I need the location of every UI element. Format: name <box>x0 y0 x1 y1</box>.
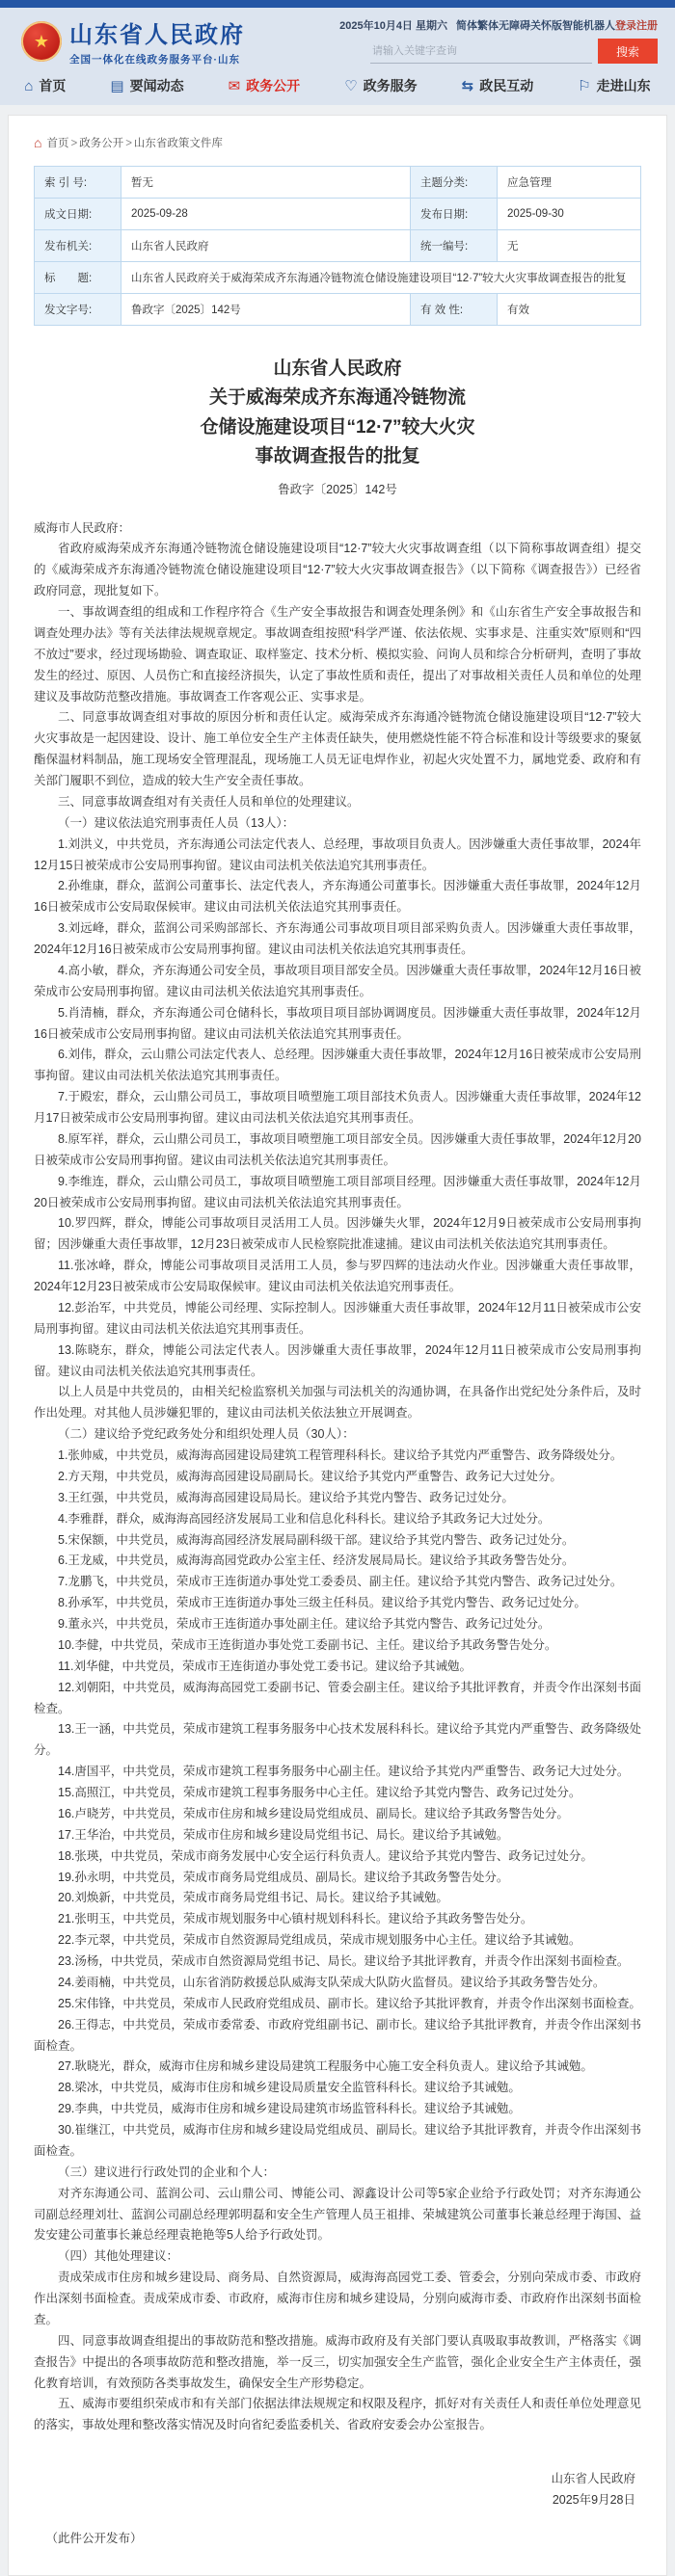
paragraph: 一、事故调查组的组成和工作程序符合《生产安全事故报告和调查处理条例》和《山东省生产安全事故报告和调查处理办法》等有关法律法规规章规定。事故调查组按照“科学严谨、依法依规、实事求是、注重实效”原则和“四不放过”要求，经过现场勘验、调查取证、取样鉴定、技术分析、模拟实验、问询人员和综合分析研判，查明了事故发生的经过、原因、人员伤亡和直接经济损失，认定了事故性质和责任，提出了对事故相关责任人员和单位的处理建议及事故防范整改措施。事故调查工作客观公正、实事求是。 <box>34 605 641 704</box>
quick-link[interactable]: 繁体 <box>477 20 499 32</box>
paragraph: 30.崔继江，中共党员，威海市住房和城乡建设局党组成员、副局长。建议给予其批评教育，并责令作出深刻书面检查。 <box>34 2123 641 2158</box>
meta-value-topic: 应急管理 <box>498 167 641 199</box>
paragraph: 10.罗四辉，群众，博能公司事故项目灵活用工人员。因涉嫌失火罪，2024年12月9日被荣成市公安局刑事拘留；因涉嫌重大责任事故罪，12月23日被荣成市人民检察院批准逮捕。建议由司法机关依法追究其刑事责任。 <box>34 1216 641 1252</box>
publish-note: （此件公开发布） <box>45 2531 143 2545</box>
nav-item[interactable] <box>344 76 417 95</box>
paragraph: 27.耿晓光，群众，威海市住房和城乡建设局建筑工程服务中心施工安全科负责人。建议给予其诫勉。 <box>58 2059 593 2074</box>
site-brand <box>21 15 245 66</box>
paragraph: 以上人员是中共党员的，由相关纪检监察机关加强与司法机关的沟通协调，在具备作出党纪处分条件后，及时作出处理。对其他人员涉嫌犯罪的，建议由司法机关依法独立开展调查。 <box>34 1385 641 1421</box>
paragraph: 8.孙承军，中共党员，荣成市王连街道办事处三级主任科员。建议给予其党内警告、政务记过处分。 <box>58 1596 586 1610</box>
nav-item-label: 首页 <box>39 78 67 93</box>
news-icon: ▤ <box>110 77 124 94</box>
paragraph: （二）建议给予党纪政务处分和组织处理人员（30人）： <box>58 1427 355 1442</box>
location-pin-icon: ⚐ <box>578 77 591 94</box>
paragraph: 3.王红强，中共党员，威海海高园建设局局长。建议给予其党内警告、政务记过处分。 <box>58 1490 514 1504</box>
nav-item[interactable] <box>24 76 66 95</box>
meta-value-doc-number: 鲁政字〔2025〕142号 <box>122 294 411 326</box>
paragraph: 17.王华治，中共党员，荣成市住房和城乡建设局党组书记、局长。建议给予其诫勉。 <box>58 1827 509 1842</box>
nav-item-label: 政务公开 <box>246 78 301 93</box>
paragraph: 5.宋保额，中共党员，威海海高园经济发展局副科级干部。建议给予其党内警告、政务记过处分。 <box>58 1532 575 1547</box>
search-button[interactable]: 搜索 <box>598 39 658 64</box>
signature-block <box>34 2469 641 2511</box>
emblem-star-icon: ★ <box>33 31 50 51</box>
meta-value-index: 暂无 <box>122 167 411 199</box>
paragraph: 14.唐国平，中共党员，荣成市建筑工程事务服务中心副主任。建议给予其党内严重警告、政务记大过处分。 <box>58 1765 630 1779</box>
sign-date: 2025年9月28日 <box>552 2493 635 2508</box>
paragraph: 11.张冰峰，群众，博能公司事故项目灵活用工人员，参与罗四辉的违法动火作业。因涉嫌重大责任事故罪，2024年12月23日被荣成市公安局取保候审。建议由司法机关依法追究刑事责任。 <box>34 1259 641 1294</box>
salutation: 威海市人民政府： <box>34 520 131 535</box>
paragraph: 6.刘伟，群众，云山鼎公司法定代表人、总经理。因涉嫌重大责任事故罪，2024年12月16日被荣成市公安局刑事拘留。建议由司法机关依法追究其刑事责任。 <box>34 1048 641 1083</box>
paragraph: 4.李雅群，群众，威海海高园经济发展局工业和信息化科科长。建议给予其政务记大过处分。 <box>58 1511 551 1526</box>
paragraph: 3.刘远峰，群众，蓝润公司采购部部长、齐东海通公司事故项目项目部采购负责人。因涉嫌重大责任事故罪，2024年12月16日被荣成市公安局刑事拘留。建议由司法机关依法追究其刑事责任。 <box>34 921 641 957</box>
paragraph: 22.李元翠，中共党员，荣成市自然资源局党组成员，荣成市规划服务中心主任。建议给予其诫勉。 <box>58 1933 581 1948</box>
paragraph: 19.孙永明，中共党员，荣成市商务局党组成员、副局长。建议给予其政务警告处分。 <box>58 1870 509 1884</box>
paragraph: 4.高小敏，群众，齐东海通公司安全员，事故项目项目部安全员。因涉嫌重大责任事故罪，2024年12月16日被荣成市公安局刑事拘留。建议由司法机关依法追究其刑事责任。 <box>34 963 641 998</box>
nav-item[interactable] <box>462 76 534 95</box>
meta-value-agency: 山东省人民政府 <box>122 230 411 262</box>
paragraph: 1.张帅威，中共党员，威海海高园建设局建筑工程管理科科长。建议给予其党内严重警告、政务降级处分。 <box>58 1448 623 1463</box>
paragraph: （四）其他处理建议： <box>58 2249 179 2264</box>
paragraph: 13.陈晓东，群众，博能公司法定代表人。因涉嫌重大责任事故罪，2024年12月11日被荣成市公安局刑事拘留。建议由司法机关依法追究其刑事责任。 <box>34 1342 641 1378</box>
quick-link[interactable]: 无障碍 <box>499 20 530 32</box>
site-header <box>0 8 675 105</box>
paragraph: 5.肖清楠，群众，齐东海通公司仓储科长，事故项目项目部协调调度员。因涉嫌重大责任事故罪，2024年12月16日被荣成市公安局刑事拘留。建议由司法机关依法追究其刑事责任。 <box>34 1005 641 1041</box>
paragraph-list <box>34 539 641 2436</box>
paragraph: 9.李维连，群众，云山鼎公司员工，事故项目喷塑施工项目部项目经理。因涉嫌重大责任事故罪，2024年12月20日被荣成市公安局刑事拘留。建议由司法机关依法追究其刑事责任。 <box>34 1174 641 1209</box>
breadcrumb <box>34 129 641 166</box>
nav-item[interactable] <box>578 76 650 95</box>
meta-value-publish-date: 2025-09-30 <box>498 199 641 230</box>
envelope-icon: ✉ <box>228 77 241 94</box>
paragraph: 21.张明玉，中共党员，荣成市规划服务中心镇村规划科科长。建议给予其政务警告处分。 <box>58 1912 533 1926</box>
document-title-line: 仓储设施建设项目“12·7”较大火灾 <box>200 416 475 438</box>
content-card <box>8 115 667 2576</box>
home-icon: ⌂ <box>34 135 42 150</box>
breadcrumb-link[interactable]: 政务公开 <box>79 138 124 149</box>
nav-item-label: 政民互动 <box>479 78 534 93</box>
meta-label-written-date: 成文日期: <box>35 199 122 230</box>
date-text: 2025年10月4日 星期六 <box>339 20 447 32</box>
breadcrumb-separator: > <box>125 138 132 149</box>
meta-label-validity: 有 效 性: <box>411 294 498 326</box>
home-icon: ⌂ <box>24 77 34 94</box>
meta-value-unified-number: 无 <box>498 230 641 262</box>
paragraph: 23.汤杨，中共党员，荣成市自然资源局党组书记、局长。建议给予其批评教育，并责令作出深刻书面检查。 <box>58 1954 630 1969</box>
search-input[interactable] <box>370 39 592 64</box>
paragraph: （三）建议进行行政处罚的企业和个人： <box>58 2164 276 2179</box>
nav-item-label: 要闻动态 <box>129 78 184 93</box>
paragraph: 2.方天翔，中共党员，威海海高园建设局副局长。建议给予其党内严重警告、政务记大过处分。 <box>58 1469 562 1483</box>
nav-item[interactable] <box>229 76 301 95</box>
meta-value-written-date: 2025-09-28 <box>122 199 411 230</box>
paragraph: 8.原军祥，群众，云山鼎公司员工，事故项目喷塑施工项目部安全员。因涉嫌重大责任事故罪，2024年12月20日被荣成市公安局刑事拘留。建议由司法机关依法追究其刑事责任。 <box>34 1131 641 1167</box>
paragraph: 11.刘华健，中共党员，荣成市王连街道办事处党工委书记。建议给予其诫勉。 <box>58 1659 472 1673</box>
paragraph: 18.张瑛，中共党员，荣成市商务发展中心安全运行科负责人。建议给予其党内警告、政务记过处分。 <box>58 1848 593 1863</box>
search-bar <box>370 39 658 64</box>
national-emblem-icon <box>21 21 62 62</box>
paragraph: 责成荣成市住房和城乡建设局、商务局、自然资源局，威海海高园党工委、管委会，分别向荣成市委、市政府作出深刻书面检查。责成荣成市委、市政府，威海市住房和城乡建设局，分别向威海市委、市政府作出深刻书面检查。 <box>34 2271 641 2326</box>
meta-label-title: 标 题: <box>35 262 122 294</box>
meta-label-agency: 发布机关: <box>35 230 122 262</box>
meta-label-publish-date: 发布日期: <box>411 199 498 230</box>
top-accent-bar <box>0 0 675 8</box>
paragraph: 7.龙鹏飞，中共党员，荣成市王连街道办事处党工委委员、副主任。建议给予其党内警告、政务记过处分。 <box>58 1575 623 1589</box>
document-title-line: 关于威海荣成齐东海通冷链物流 <box>208 387 466 409</box>
breadcrumb-link[interactable]: 山东省政策文件库 <box>133 138 223 149</box>
interaction-icon: ⇆ <box>461 77 474 94</box>
breadcrumb-items <box>46 135 226 150</box>
meta-label-topic: 主题分类: <box>411 167 498 199</box>
paragraph: 二、同意事故调查组对事故的原因分析和责任认定。威海荣成齐东海通冷链物流仓储设施建设项目“12·7”较大火灾事故是一起因建设、设计、施工单位安全生产主体责任缺失，使用燃烧性能不符合标准和设计等级要求的聚氨酯保温材料制品，施工现场安全管理混乱，现场施工人员无证电焊作业，初起火灾处置不力，属地党委、政府和有关部门履职不到位，造成的较大生产安全责任事故。 <box>34 710 641 788</box>
nav-item-label: 政务服务 <box>363 78 418 93</box>
breadcrumb-link[interactable]: 首页 <box>46 138 69 149</box>
paragraph: 25.宋伟锋，中共党员，荣成市人民政府党组成员、副市长。建议给予其批评教育，并责令作出深刻书面检查。 <box>58 1996 641 2010</box>
paragraph: 10.李健，中共党员，荣成市王连街道办事处党工委副书记、主任。建议给予其政务警告处分。 <box>58 1637 557 1652</box>
paragraph: 12.刘朝阳，中共党员，威海海高园党工委副书记、管委会副主任。建议给予其批评教育，并责令作出深刻书面检查。 <box>34 1680 641 1715</box>
paragraph: 20.刘焕新，中共党员，荣成市商务局党组书记、局长。建议给予其诫勉。 <box>58 1891 448 1905</box>
quick-link[interactable]: 简体 <box>456 20 477 32</box>
document-title <box>34 355 641 472</box>
site-title: 山东省人民政府 <box>69 22 245 48</box>
paragraph: 15.高照江，中共党员，荣成市建筑工程事务服务中心主任。建议给予其党内警告、政务记过处分。 <box>58 1786 581 1800</box>
quick-link[interactable]: 关怀版 <box>530 20 562 32</box>
meta-value-validity: 有效 <box>498 294 641 326</box>
paragraph: 2.孙维康，群众，蓝润公司董事长、法定代表人，齐东海通公司董事长。因涉嫌重大责任事故罪，2024年12月16日被荣成市公安局取保候审。建议由司法机关依法追究其刑事责任。 <box>34 879 641 915</box>
paragraph: 对齐东海通公司、蓝润公司、云山鼎公司、博能公司、源鑫设计公司等5家企业给予行政处罚；对齐东海通公司副总经理刘壮、蓝润公司副总经理郭明磊和安全生产管理人员王祖排、荣城建筑公司董事长兼总经理于海国、益发安建公司董事长兼总经理袁艳艳等5人给予行政处罚。 <box>34 2186 641 2243</box>
paragraph: 24.姜雨楠，中共党员，山东省消防救援总队威海支队荣成大队防火监督员。建议给予其政务警告处分。 <box>58 1975 606 1989</box>
paragraph: 13.王一涵，中共党员，荣成市建筑工程事务服务中心技术发展科科长。建议给予其党内严重警告、政务降级处分。 <box>34 1722 641 1758</box>
document-number: 鲁政字〔2025〕142号 <box>278 482 397 496</box>
paragraph: 12.彭治军，中共党员，博能公司经理、实际控制人。因涉嫌重大责任事故罪，2024年12月11日被荣成市公安局刑事拘留。建议由司法机关依法追究其刑事责任。 <box>34 1300 641 1336</box>
paragraph: 26.王得志，中共党员，荣成市委常委、市政府党组副书记、副市长。建议给予其批评教育，并责令作出深刻书面检查。 <box>34 2017 641 2053</box>
paragraph: 6.王龙威，中共党员，威海海高园党政办公室主任、经济发展局局长。建议给予其政务警告处分。 <box>58 1554 575 1568</box>
paragraph: 7.于殿宏，群众，云山鼎公司员工，事故项目喷塑施工项目部技术负责人。因涉嫌重大责任事故罪，2024年12月17日被荣成市公安局刑事拘留。建议由司法机关依法追究其刑事责任。 <box>34 1090 641 1126</box>
meta-label-index: 索 引 号: <box>35 167 122 199</box>
document-meta-table <box>34 166 641 326</box>
utility-bar <box>339 17 658 33</box>
meta-label-unified-number: 统一编号: <box>411 230 498 262</box>
paragraph: 9.董永兴，中共党员，荣成市王连街道办事处副主任。建议给予其党内警告、政务记过处分。 <box>58 1617 551 1632</box>
quick-link[interactable]: 登录 <box>615 20 636 32</box>
document-body <box>34 518 641 2546</box>
quick-link[interactable]: 注册 <box>636 20 658 32</box>
nav-item[interactable] <box>110 76 183 95</box>
heart-icon: ♡ <box>344 77 358 94</box>
paragraph: 16.卢晓芳，中共党员，荣成市住房和城乡建设局党组成员、副局长。建议给予其政务警告处分。 <box>58 1806 569 1820</box>
paragraph: 三、同意事故调查组对有关责任人员和单位的处理建议。 <box>58 794 360 809</box>
paragraph: 省政府威海荣成齐东海通冷链物流仓储设施建设项目“12·7”较大火灾事故调查组（以下简称事故调查组）提交的《威海荣成齐东海通冷链物流仓储设施建设项目“12·7”较大火灾事故调查报告》（以下简称《调查报告》）已经省政府同意，现批复如下。 <box>34 542 641 598</box>
paragraph: 五、威海市要组织荣成市和有关部门依据法律法规规定和权限及程序，抓好对有关责任人和责任单位处理意见的落实，事故处理和整改落实情况及时向省纪委监委机关、省政府安委会办公室报告。 <box>34 2397 641 2432</box>
nav-item-label: 走进山东 <box>596 78 651 93</box>
quick-link[interactable]: 智能机器人 <box>562 20 615 32</box>
breadcrumb-separator: > <box>70 138 78 149</box>
meta-label-doc-number: 发文字号: <box>35 294 122 326</box>
site-subtitle: 全国一体化在线政务服务平台·山东 <box>69 54 240 66</box>
signer: 山东省人民政府 <box>551 2472 635 2486</box>
paragraph: （一）建议依法追究刑事责任人员（13人）： <box>58 815 295 830</box>
quick-links <box>456 17 658 33</box>
meta-value-title: 山东省人民政府关于威海荣成齐东海通冷链物流仓储设施建设项目“12·7”较大火灾事故调查报告的批复 <box>122 262 641 294</box>
document-title-line: 事故调查报告的批复 <box>255 446 420 467</box>
paragraph: 1.刘洪义，中共党员，齐东海通公司法定代表人、总经理，事故项目负责人。因涉嫌重大责任事故罪，2024年12月15日被荣成市公安局刑事拘留。建议由司法机关依法追究其刑事责任。 <box>34 837 641 872</box>
paragraph: 29.李典，中共党员，威海市住房和城乡建设局建筑市场监管科科长。建议给予其诫勉。 <box>58 2102 521 2116</box>
paragraph: 四、同意事故调查组提出的事故防范和整改措施。威海市政府及有关部门要认真吸取事故教训，严格落实《调查报告》中提出的各项事故防范和整改措施，举一反三，切实加强安全生产监管，强化企业安全生产主体责任，强化教育培训，有效预防各类事故发生，确保安全生产形势稳定。 <box>34 2333 641 2390</box>
main-nav <box>0 68 675 105</box>
document-title-line: 山东省人民政府 <box>273 359 402 379</box>
paragraph: 28.梁冰，中共党员，威海市住房和城乡建设局质量安全监管科科长。建议给予其诫勉。 <box>58 2081 521 2095</box>
